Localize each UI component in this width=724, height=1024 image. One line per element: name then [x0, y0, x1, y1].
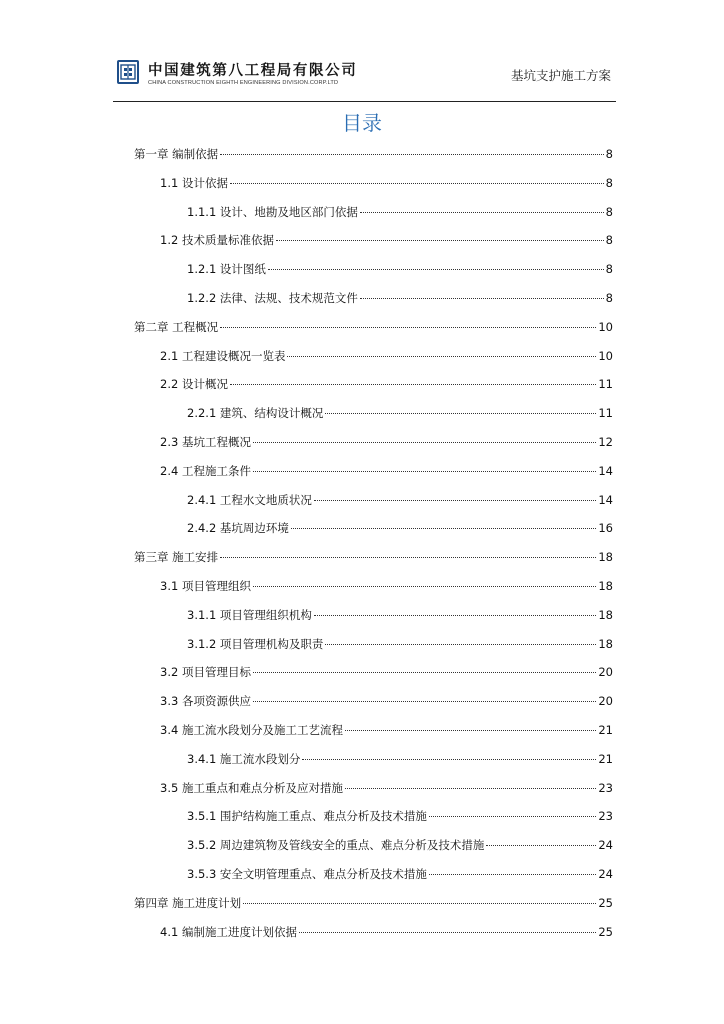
- toc-entry-label: 1.2.2 法律、法规、技术规范文件: [187, 291, 358, 305]
- toc-leader-dots: [220, 557, 596, 558]
- toc-entry-page: 11: [598, 406, 613, 421]
- toc-leader-dots: [360, 298, 604, 299]
- toc-entry[interactable]: [134, 895, 613, 911]
- toc-entry[interactable]: [134, 549, 613, 565]
- toc-entry[interactable]: [187, 520, 613, 536]
- company-name-en: CHINA CONSTRUCTION EIGHTH ENGINEERING DIVISION.CORP.LTD: [148, 80, 339, 86]
- toc-leader-dots: [325, 413, 596, 414]
- toc-entry[interactable]: [160, 175, 613, 191]
- toc-entry[interactable]: [160, 664, 613, 680]
- toc-entry[interactable]: [160, 722, 613, 738]
- toc-entry-label: 2.4.2 基坑周边环境: [187, 521, 289, 536]
- toc-entry-page: 16: [598, 521, 613, 536]
- toc-entry[interactable]: [187, 492, 613, 508]
- toc-leader-dots: [253, 442, 596, 443]
- toc-entry-page: 8: [605, 175, 613, 190]
- toc-entry[interactable]: [187, 751, 613, 767]
- toc-entry-page: 18: [598, 579, 613, 593]
- toc-entry[interactable]: [187, 405, 613, 421]
- toc-entry[interactable]: [187, 837, 613, 853]
- toc-entry[interactable]: [160, 924, 613, 940]
- toc-entry-label: 3.2 项目管理目标: [160, 665, 251, 680]
- toc-entry[interactable]: [134, 319, 613, 335]
- toc-entry-page: 12: [598, 435, 613, 449]
- toc-entry-page: 8: [605, 147, 613, 161]
- toc-entry-label: 第一章 编制依据: [134, 147, 219, 161]
- toc-entry-page: 18: [598, 636, 613, 651]
- toc-entry-page: 20: [598, 665, 613, 680]
- toc-title: 目录: [342, 111, 382, 135]
- toc-entry[interactable]: [160, 376, 613, 392]
- toc-entry[interactable]: [160, 693, 613, 709]
- toc-leader-dots: [325, 644, 596, 645]
- toc-entry-label: 2.4 工程施工条件: [160, 463, 251, 478]
- toc-leader-dots: [253, 471, 596, 472]
- toc-entry-label: 2.1 工程建设概况一览表: [160, 348, 286, 363]
- toc-leader-dots: [429, 816, 596, 817]
- toc-entry-page: 14: [598, 492, 613, 507]
- toc-leader-dots: [486, 845, 596, 846]
- toc-entry[interactable]: [187, 607, 613, 623]
- document-title: 基坑支护施工方案: [510, 68, 611, 83]
- toc-leader-dots: [287, 356, 596, 357]
- toc-leader-dots: [276, 240, 604, 241]
- toc-entry[interactable]: [160, 780, 613, 796]
- toc-entry[interactable]: [187, 204, 613, 220]
- toc-entry-page: 21: [598, 751, 613, 766]
- toc-entry-page: 23: [598, 780, 613, 795]
- toc-entry-page: 11: [598, 377, 613, 392]
- toc-entry[interactable]: [160, 232, 613, 248]
- toc-leader-dots: [268, 269, 604, 270]
- toc-entry-label: 2.2 设计概况: [160, 377, 228, 392]
- toc-entry-label: 3.5.1 围护结构施工重点、难点分析及技术措施: [187, 809, 427, 824]
- toc-entry-page: 24: [598, 867, 613, 881]
- toc-entry-label: 1.2 技术质量标准依据: [160, 233, 274, 248]
- toc-entry-page: 24: [598, 838, 613, 853]
- header-divider: [113, 101, 616, 102]
- toc-leader-dots: [345, 730, 596, 731]
- toc-leader-dots: [360, 212, 604, 213]
- toc-leader-dots: [253, 672, 596, 673]
- toc-leader-dots: [429, 874, 596, 875]
- toc-entry-label: 4.1 编制施工进度计划依据: [160, 924, 297, 939]
- toc-leader-dots: [345, 788, 596, 789]
- toc-leader-dots: [220, 154, 604, 155]
- toc-entry-label: 第二章 工程概况: [134, 319, 219, 334]
- toc-entry-page: 20: [598, 694, 613, 709]
- toc-leader-dots: [230, 183, 604, 184]
- toc-entry-label: 3.5.2 周边建筑物及管线安全的重点、难点分析及技术措施: [187, 838, 485, 853]
- toc-entry-label: 3.4.1 施工流水段划分: [187, 751, 301, 766]
- toc-entry-label: 2.2.1 建筑、结构设计概况: [187, 406, 324, 421]
- toc-entry[interactable]: [160, 463, 613, 479]
- toc-leader-dots: [314, 500, 596, 501]
- toc-entry-label: 第四章 施工进度计划: [134, 895, 242, 910]
- toc-leader-dots: [299, 932, 596, 933]
- toc-entry-label: 1.2.1 设计图纸: [187, 262, 266, 277]
- toc-leader-dots: [243, 903, 596, 904]
- toc-entry[interactable]: [160, 578, 613, 594]
- page-header: [113, 52, 616, 102]
- toc-leader-dots: [220, 327, 596, 328]
- toc-entry-label: 第三章 施工安排: [134, 550, 219, 565]
- toc-entry-page: 8: [605, 233, 613, 248]
- toc-entry-label: 3.1.1 项目管理组织机构: [187, 607, 312, 622]
- toc-entry[interactable]: [160, 434, 613, 450]
- toc-leader-dots: [314, 615, 596, 616]
- toc-entry[interactable]: [187, 290, 613, 306]
- toc-entry-label: 1.1 设计依据: [160, 175, 228, 190]
- toc-entry-label: 3.5 施工重点和难点分析及应对措施: [160, 780, 343, 795]
- toc-entry-label: 1.1.1 设计、地勘及地区部门依据: [187, 204, 358, 219]
- toc-leader-dots: [291, 528, 596, 529]
- toc-leader-dots: [253, 586, 596, 587]
- toc-entry-page: 10: [598, 319, 613, 334]
- toc-entry-label: 2.4.1 工程水文地质状况: [187, 492, 312, 507]
- toc-entry-page: 14: [598, 463, 613, 478]
- toc-entry-page: 8: [605, 204, 613, 219]
- toc-entry-label: 3.1 项目管理组织: [160, 579, 251, 593]
- toc-entry[interactable]: [134, 146, 613, 162]
- toc-entry-label: 2.3 基坑工程概况: [160, 435, 251, 449]
- toc-entry[interactable]: [160, 348, 613, 364]
- toc-entry-label: 3.3 各项资源供应: [160, 694, 251, 709]
- toc-entry[interactable]: [187, 636, 613, 652]
- toc-entry[interactable]: [187, 808, 613, 824]
- toc-entry-page: 25: [598, 895, 613, 910]
- toc-entry-label: 3.4 施工流水段划分及施工工艺流程: [160, 723, 343, 737]
- toc-entry-label: 3.1.2 项目管理机构及职责: [187, 636, 324, 651]
- toc-entry-page: 18: [598, 607, 613, 622]
- company-name-cn: 中国建筑第八工程局有限公司: [148, 63, 358, 79]
- toc-entry[interactable]: [187, 866, 613, 882]
- toc-entry-page: 8: [605, 291, 613, 305]
- toc-entry-label: 3.5.3 安全文明管理重点、难点分析及技术措施: [187, 867, 427, 881]
- toc-entry-page: 23: [598, 809, 613, 824]
- toc-leader-dots: [253, 701, 596, 702]
- toc-entry-page: 25: [598, 924, 613, 939]
- toc-entry-page: 8: [605, 262, 613, 277]
- toc-leader-dots: [230, 384, 596, 385]
- toc-leader-dots: [302, 759, 596, 760]
- toc-entry-page: 21: [598, 723, 613, 737]
- cscec-logo-icon: [117, 60, 139, 84]
- toc-entry-page: 18: [598, 550, 613, 565]
- toc-entry-page: 10: [598, 348, 613, 363]
- toc-entry[interactable]: [187, 261, 613, 277]
